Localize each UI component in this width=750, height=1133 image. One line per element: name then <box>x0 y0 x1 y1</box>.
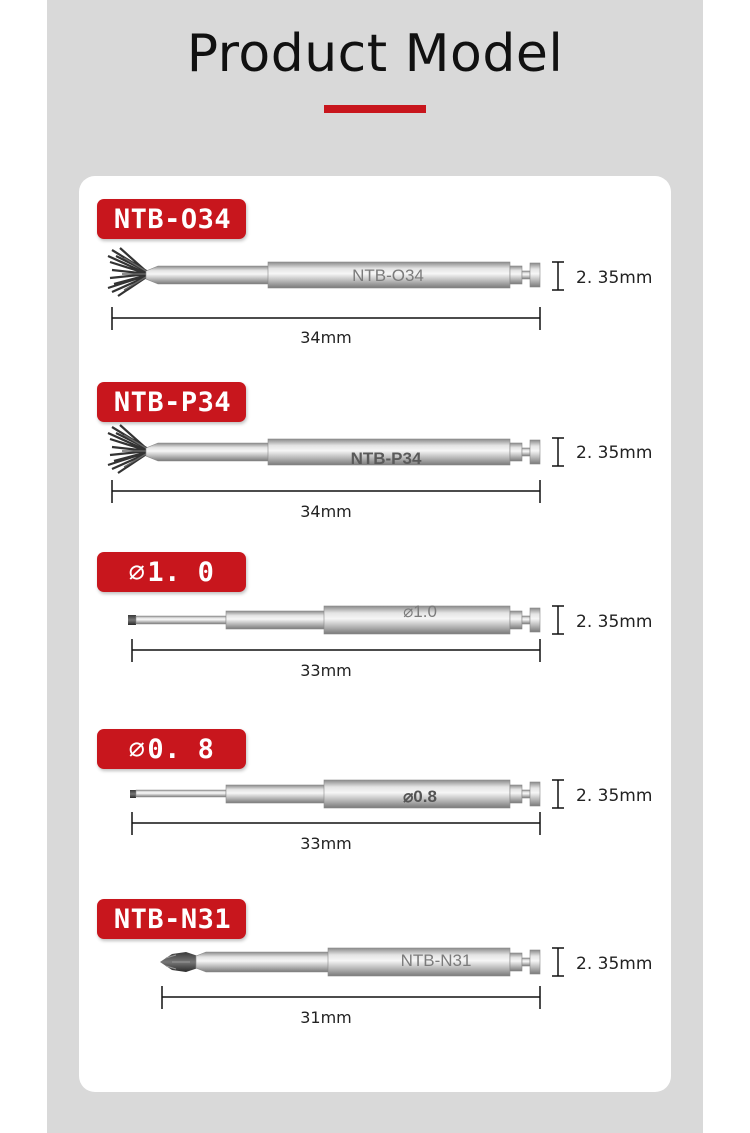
length-label: 34mm <box>300 502 352 521</box>
diameter-label: 2. 35mm <box>576 954 653 974</box>
engraving-text: NTB-P34 <box>350 449 422 468</box>
length-label: 34mm <box>300 328 352 347</box>
tool-ntb-p34 <box>108 425 564 503</box>
tool-diameter-1-0 <box>128 602 564 662</box>
diameter-symbol: ⌀ <box>128 556 146 588</box>
model-name: NTB-O34 <box>113 203 232 235</box>
model-name: NTB-P34 <box>113 386 232 418</box>
tool-diameter-0-8 <box>130 780 564 835</box>
diameter-label: 2. 35mm <box>576 786 653 806</box>
engraving-text: ⌀1.0 <box>403 602 437 621</box>
model-name: 0. 8 <box>147 733 215 765</box>
engraving-text: NTB-O34 <box>352 266 424 285</box>
diameter-label: 2. 35mm <box>576 268 653 288</box>
page-title: Product Model <box>186 24 564 84</box>
diameter-label: 2. 35mm <box>576 612 653 632</box>
tool-ntb-n31 <box>160 948 564 1009</box>
model-name: NTB-N31 <box>113 903 232 935</box>
diameter-label: 2. 35mm <box>576 443 653 463</box>
diameter-symbol: ⌀ <box>128 733 146 765</box>
tool-ntb-o34 <box>108 248 564 330</box>
engraving-text: ⌀0.8 <box>403 787 437 806</box>
engraving-text: NTB-N31 <box>400 951 472 970</box>
length-label: 31mm <box>300 1008 352 1027</box>
length-label: 33mm <box>300 661 352 680</box>
model-name: 1. 0 <box>147 556 215 588</box>
length-label: 33mm <box>300 834 352 853</box>
